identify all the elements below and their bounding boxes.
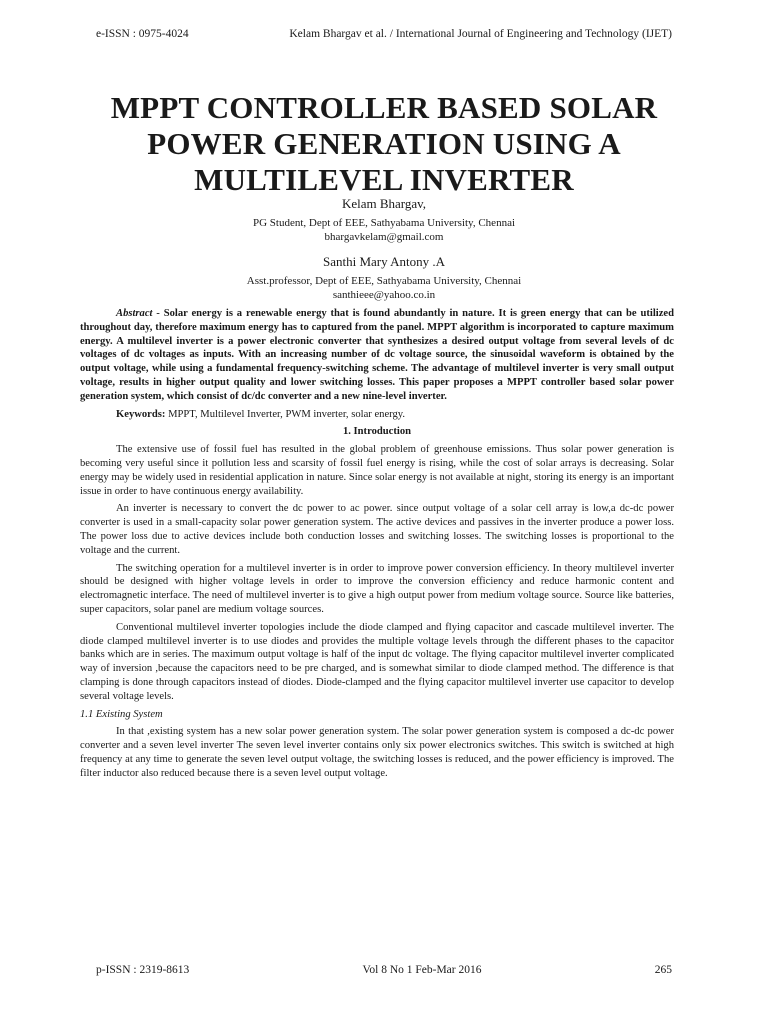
running-header <box>96 28 672 40</box>
title-line-3: MULTILEVEL INVERTER <box>194 162 574 197</box>
section-heading-introduction: 1. Introduction <box>342 426 412 438</box>
pissn-label: p-ISSN : 2319-8613 <box>96 964 190 976</box>
paper-title <box>60 90 708 198</box>
abstract-label: Abstract - <box>116 308 160 319</box>
author-email: santhieee@yahoo.co.in <box>332 289 436 301</box>
body-paragraph: Conventional multilevel inverter topologies include the diode clamped and flying capacitor and cascade multilevel inverter. The diode clamped multilevel inverter is to use diodes and provides the multiple voltage levels through the different phases to the capacitor banks which are in series. The maximum output voltage is half of the input dc voltage. The flying capacitor multilevel inverter complicated way of inversion ,because the capacitors need to be pre charged, and is somewhat similar to diode clamped method. The difference is that clamping is done through capacitors instead of diodes. Diode-clamped and the flying capacitor multilevel inverter use capacitor to develop several voltage levels. <box>80 621 674 702</box>
keywords-text: MPPT, Multilevel Inverter, PWM inverter, solar energy. <box>168 408 406 420</box>
eissn-label: e-ISSN : 0975-4024 <box>96 28 189 40</box>
author-email: bhargavkelam@gmail.com <box>324 231 444 243</box>
body-paragraph: An inverter is necessary to convert the dc power to ac power. since output voltage of a solar cell array is low,a dc-dc power converter is used in a small-capacity solar power generation system. The active devices and passives in the inverter produce a power loss. The power loss due to active devices include both conduction losses and switching losses. The switching losses is proportional to the voltage and the current. <box>80 503 674 556</box>
volume-issue: Vol 8 No 1 Feb-Mar 2016 <box>362 964 482 976</box>
author-block-2 <box>0 254 768 302</box>
body-paragraph: In that ,existing system has a new solar power generation system. The solar power generation system is composed a dc-dc power converter and a seven level inverter The seven level inverter contains only six power electronics switches. This switch is switched at high frequency at any time to generate the seven level output voltage, the switching losses is reduced, and the power efficiency is improved. The filter inductor also reduced because there is a seven level output voltage. <box>80 726 674 779</box>
abstract-text: Solar energy is a renewable energy that is found abundantly in nature. It is green energy that can be utilized throughout day, therefore maximum energy has to captured from the panel. MPPT algorithm is incorporated to capture maximum energy. A multilevel inverter is a power electronic converter that synthesizes a desired output voltage from several levels of dc voltages of dc voltages as inputs. With an increasing number of dc voltage source, the sinusoidal waveform is obtained by the output voltage, while using a fundamental frequency-switching scheme. The advantage of multilevel inverter is very small output voltage, results in higher output quality and lower switching losses. This paper proposes a MPPT controller based solar power generation system, which consist of dc/dc converter and a new nine-level inverter. <box>80 308 674 402</box>
body-paragraph: The extensive use of fossil fuel has resulted in the global problem of greenhouse emissions. Thus solar power generation is becoming very useful since it pollution less and scarsity of fossil fuel energy is rising, while the cost of solar arrays is decreasing. Solar energy may be widely used in residential application in nature. Since solar energy is not available at night, storing its energy is an important issue in order to have continuous energy availability. <box>80 444 674 497</box>
author-name: Santhi Mary Antony .A <box>322 254 446 269</box>
subsection-heading-existing-system: 1.1 Existing System <box>80 708 163 720</box>
page-number: 265 <box>654 964 672 976</box>
author-affiliation: Asst.professor, Dept of EEE, Sathyabama University, Chennai <box>246 275 522 287</box>
page-footer <box>96 964 672 976</box>
author-name: Kelam Bhargav, <box>341 196 427 211</box>
keywords-label: Keywords: <box>116 408 166 420</box>
journal-citation: Kelam Bhargav et al. / International Journal of Engineering and Technology (IJET) <box>289 28 672 40</box>
title-line-1: MPPT CONTROLLER BASED SOLAR <box>110 90 658 125</box>
author-affiliation: PG Student, Dept of EEE, Sathyabama University, Chennai <box>252 217 516 229</box>
title-line-2: POWER GENERATION USING A <box>147 126 621 161</box>
paper-body <box>80 307 674 785</box>
body-paragraph: The switching operation for a multilevel inverter is in order to improve power conversion efficiency. In theory multilevel inverter should be designed with higher voltage levels in order to improve the conversion efficiency and reduce harmonic content and electromagnetic interface. The need of multilevel inverter is to give a high output power from medium voltage source. Source like batteries, super capacitors, solar panel are medium voltage sources. <box>80 562 674 615</box>
keywords <box>80 408 674 422</box>
abstract <box>80 307 674 404</box>
author-block-1 <box>0 196 768 244</box>
